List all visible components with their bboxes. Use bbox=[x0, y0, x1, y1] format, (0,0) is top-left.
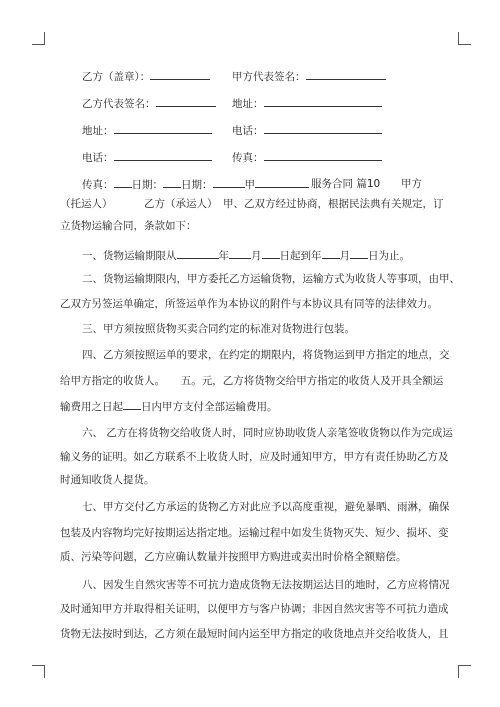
clause-2-line2: 乙双方另签运单确定，所签运单作为本协议的附件与本协议具有同等的法律效力。 bbox=[60, 298, 438, 310]
sig-address-left-label: 地址： bbox=[82, 125, 114, 137]
clause-8-line2: 及时通知甲方并取得相关证明，以便甲方与客户协调；非因自然灾害等不可抗力造成 bbox=[60, 603, 449, 615]
sig-party-b-rep-label: 乙方代表签名： bbox=[82, 98, 156, 110]
clause-5-line bbox=[60, 399, 278, 414]
sig-address-right bbox=[232, 96, 382, 111]
clause-2-line1: 二、货物运输期限内，甲方委托乙方运输货物，运输方式为收货人等事项，由甲、 bbox=[82, 273, 460, 285]
clause-6-line2: 输义务的证明。如乙方联系不上收货人时，应及时通知甲方，甲方有责任协助乙方及 bbox=[60, 451, 449, 463]
date-label: 日期： bbox=[181, 179, 213, 191]
clause-4-line2: 给甲方指定的收货人。 五。元，乙方将货物交给甲方指定的收货人及开具全额运 bbox=[60, 375, 444, 387]
sig-phone-left bbox=[82, 150, 212, 165]
clause-1-text: 一、货物运输期限从 bbox=[82, 250, 177, 262]
crop-mark-top-right bbox=[458, 32, 471, 45]
crop-mark-top-left bbox=[32, 32, 45, 45]
clause-8-line3: 货物无法按时到达，乙方须在最短时间内运至甲方指定的收货地点并交给收货人，且 bbox=[60, 628, 449, 640]
blank-line bbox=[322, 248, 340, 259]
sig-fax-right bbox=[232, 150, 382, 165]
clause-5-text: 输费用之日起 bbox=[60, 401, 123, 413]
clause-1-month: 月 bbox=[339, 250, 350, 262]
blank-line bbox=[114, 150, 212, 161]
clause-1 bbox=[82, 248, 410, 263]
contract-title: 服务合同 篇10 bbox=[311, 178, 381, 190]
blank-line bbox=[264, 123, 382, 134]
fax-label: 传真： bbox=[82, 179, 114, 191]
blank-line bbox=[255, 177, 309, 188]
clause-1-text: 日为止。 bbox=[368, 250, 410, 262]
intro-carrier: 乙方（承运人） bbox=[144, 198, 218, 210]
sig-party-b-seal-label: 乙方（盖章）： bbox=[82, 71, 151, 83]
clause-3: 三、甲方须按照货物买卖合同约定的标准对货物进行包装。 bbox=[82, 323, 355, 335]
party-a-label: 甲方 bbox=[401, 178, 422, 190]
blank-line bbox=[264, 150, 382, 161]
blank-line bbox=[350, 248, 368, 259]
blank-line bbox=[114, 123, 212, 134]
blank-line bbox=[264, 96, 382, 107]
sig-party-a-rep bbox=[232, 69, 386, 84]
crop-mark-bottom-right bbox=[458, 665, 471, 678]
clause-8-line1: 八、因发生自然灾害等不可抗力造成货物无法按期运达目的地时，乙方应将情况 bbox=[82, 579, 450, 591]
clause-1-year: 年 bbox=[218, 250, 229, 262]
blank-line bbox=[177, 248, 219, 259]
blank-line bbox=[262, 248, 280, 259]
sig-party-a-rep-label: 甲方代表签名： bbox=[232, 71, 306, 83]
blank-line bbox=[150, 69, 210, 80]
clause-6-line1: 六、 乙方在将货物交给收货人时，同时应协助收货人亲笔签收货物以作为完成运 bbox=[82, 427, 453, 439]
sig-phone-right bbox=[232, 123, 382, 138]
clause-1-text: 日起到年 bbox=[279, 250, 322, 262]
date-label: 日期： bbox=[131, 179, 163, 191]
blank-line bbox=[163, 177, 181, 188]
crop-mark-bottom-left bbox=[32, 665, 45, 678]
sig-address-left bbox=[82, 123, 212, 138]
blank-line bbox=[123, 399, 141, 410]
clause-6-line3: 时通知收货人提货。 bbox=[60, 474, 155, 486]
blank-line bbox=[213, 177, 245, 188]
party-label: 甲 bbox=[244, 179, 255, 191]
clause-7-line2: 包装及内容物均完好按期运达指定地。运输过程中如发生货物灭失、短少、损坏、变 bbox=[60, 527, 449, 539]
sig-address-right-label: 地址： bbox=[232, 98, 264, 110]
intro-text: 甲、乙双方经过协商，根据民法典有关规定，订 bbox=[223, 198, 444, 210]
intro-consignor: （托运人） bbox=[60, 198, 113, 210]
blank-line bbox=[114, 177, 132, 188]
sig-phone-right-label: 电话： bbox=[232, 125, 264, 137]
sig-party-b-rep bbox=[82, 96, 216, 111]
sig-party-b-seal bbox=[82, 69, 210, 84]
fax-date-line bbox=[82, 177, 309, 192]
sig-fax-right-label: 传真： bbox=[232, 152, 264, 164]
intro-text-line2: 立货物运输合同，条款如下： bbox=[60, 220, 197, 232]
blank-line bbox=[306, 69, 386, 80]
blank-line bbox=[229, 248, 251, 259]
clause-4-line1: 四、乙方须按照运单的要求，在约定的期限内，将货物运到甲方指定的地点，交 bbox=[82, 349, 450, 361]
blank-line bbox=[156, 96, 216, 107]
clause-1-month: 月 bbox=[251, 250, 262, 262]
sig-phone-left-label: 电话： bbox=[82, 152, 114, 164]
clause-7-line1: 七、甲方交付乙方承运的货物乙方对此应予以高度重视，避免暴晒、雨淋，确保 bbox=[82, 501, 450, 513]
clause-7-line3: 质、污染等问题，乙方应确认数量并按照甲方购进或卖出时价格全额赔偿。 bbox=[60, 551, 407, 563]
clause-5-text: 日内甲方支付全部运输费用。 bbox=[141, 401, 278, 413]
